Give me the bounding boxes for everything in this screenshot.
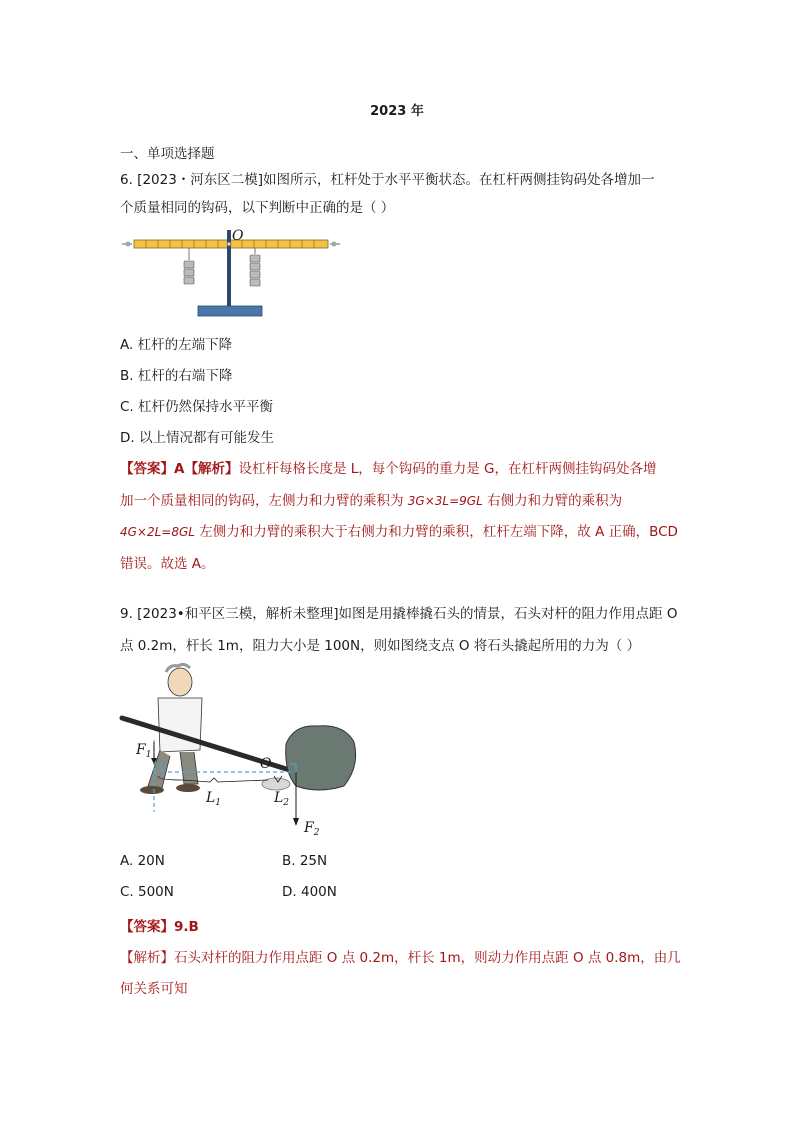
q6-answer-text1: 设杠杆每格长度是 L，每个钩码的重力是 G，在杠杆两侧挂钩码处各增 (238, 461, 657, 477)
q6-answer-text2b: 右侧力和力臂的乘积为 (482, 493, 623, 509)
q6-stem-line2: 个质量相同的钩码，以下判断中正确的是（ ） (120, 200, 395, 216)
q6-answer-text3: 左侧力和力臂的乘积大于右侧力和力臂的乘积，杠杆左端下降，故 A 正确，BCD (194, 524, 678, 540)
q6-formula-left: 3G×3L=9GL (407, 494, 483, 508)
q9-option-c: C. 500N (120, 884, 174, 900)
q6-answer-text2: 加一个质量相同的钩码，左侧力和力臂的乘积为 (120, 493, 408, 509)
q6-answer-line3 (120, 520, 678, 540)
q6-option-d: D. 以上情况都有可能发生 (120, 430, 274, 446)
q9-answer: 【答案】9.B (120, 919, 199, 935)
q6-answer-line1 (120, 457, 657, 477)
worker-figure (140, 664, 202, 794)
f2-label: $F_2$ (304, 820, 320, 838)
q9-analysis-line2: 何关系可知 (120, 981, 188, 997)
lever-balance-figure (118, 224, 348, 324)
right-weights (250, 255, 260, 286)
fulcrum-o-label: O (260, 756, 272, 772)
f1-label: $F_1$ (136, 742, 152, 760)
q9-option-b: B. 25N (282, 853, 328, 869)
left-screw-icon (126, 242, 131, 247)
l1-label: $L_1$ (206, 790, 222, 808)
q6-option-a: A. 杠杆的左端下降 (120, 337, 233, 353)
q9-stem-line2: 点 0.2m，杆长 1m，阻力大小是 100N，则如图绕支点 O 将石头撬起所用的力为（ ） (120, 638, 641, 654)
q6-answer-tag: 【答案】A【解析】 (120, 461, 239, 477)
q6-formula-right: 4G×2L=8GL (120, 525, 195, 539)
crowbar-figure (118, 660, 368, 840)
page-title: 2023 年 (370, 104, 424, 119)
q6-answer-line4: 错误。故选 A。 (120, 556, 215, 572)
q6-option-c: C. 杠杆仍然保持水平平衡 (120, 399, 274, 415)
stand-base (198, 306, 262, 316)
l2-label: $L_2$ (274, 790, 290, 808)
section-heading: 一、单项选择题 (120, 146, 215, 162)
q9-option-a: A. 20N (120, 853, 165, 869)
left-weights (184, 261, 194, 284)
q9-stem-line1: 9. [2023•和平区三模，解析未整理]如图是用撬棒撬石头的情景，石头对杆的阻力作用点距 O (120, 606, 678, 622)
stand-pole (227, 230, 231, 308)
q9-option-d: D. 400N (282, 884, 337, 900)
q6-option-b: B. 杠杆的右端下降 (120, 368, 233, 384)
q6-answer-line2 (120, 489, 622, 509)
fulcrum-label: O (232, 228, 244, 244)
right-screw-icon (332, 242, 337, 247)
q9-analysis-line1: 【解析】石头对杆的阻力作用点距 O 点 0.2m，杆长 1m，则动力作用点距 O 点 0.8m，由几 (120, 950, 681, 966)
q6-stem-line1: 6. [2023・河东区二模]如图所示，杠杆处于水平平衡状态。在杠杆两侧挂钩码处各增加一 (120, 172, 655, 188)
